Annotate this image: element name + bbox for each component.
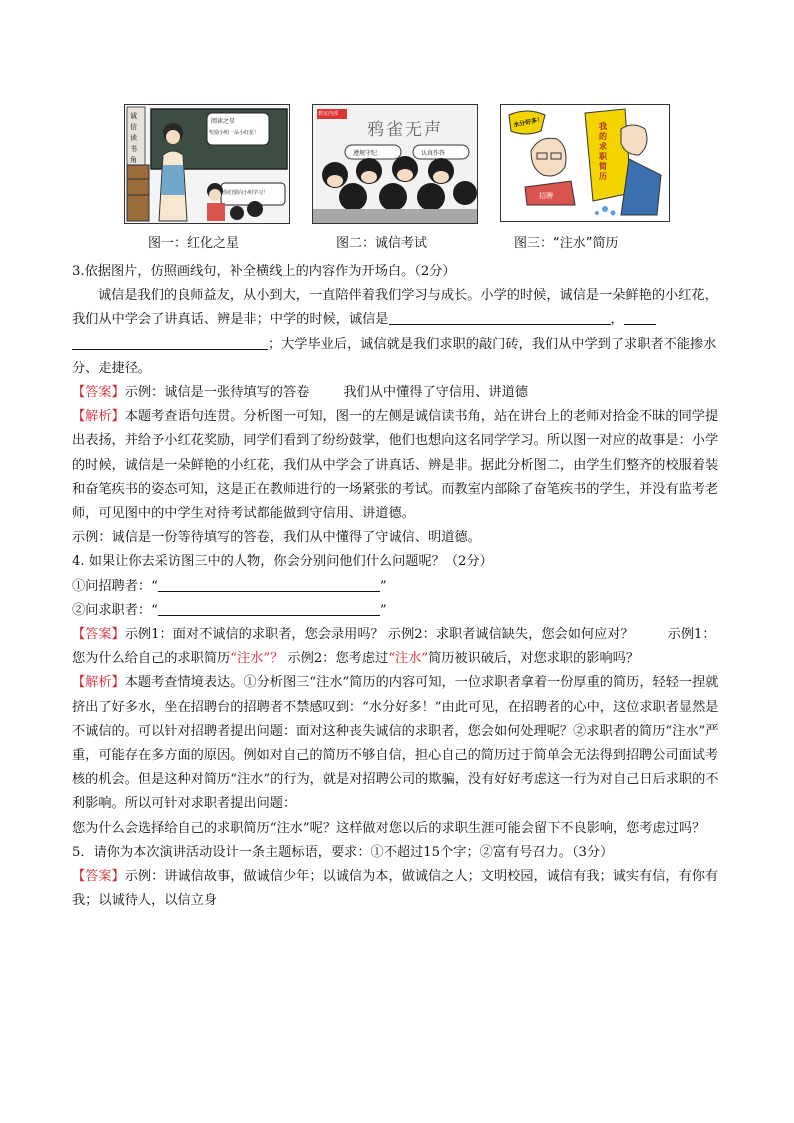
line-2-label: ②问求职者： <box>72 602 152 618</box>
question-4-title: 4. 如果让你去采访图三中的人物，你会分别问他们什么问题呢？（2分） <box>72 554 493 570</box>
question-4-line-2 <box>72 599 724 623</box>
fill-blank-1[interactable] <box>389 310 611 325</box>
line-1-label: ①问招聘者： <box>72 578 152 594</box>
figure-3-image <box>500 104 670 222</box>
close-quote: ” <box>379 602 387 618</box>
question-3-example: 示例：诚信是一份等待填写的答卷，我们从中懂得了守诚信、明道德。 <box>72 530 481 546</box>
board-bottom-text: 奖励小明一朵小红花！ <box>209 130 260 136</box>
question-3-analysis <box>72 405 724 526</box>
answer-b: 我们从中懂得了守信用、讲道德 <box>343 385 528 401</box>
fill-blank-2b[interactable] <box>72 335 268 350</box>
desk-sign-text: 招聘 <box>539 192 553 200</box>
question-3-title: 3.依据图片，仿照画线句，补全横线上的内容作为开场白。（2分） <box>72 264 456 279</box>
figure-2 <box>312 104 478 251</box>
answer-tag: 【答案】 <box>72 385 125 401</box>
answer-tag: 【答案】 <box>72 869 125 885</box>
document-body <box>72 260 724 913</box>
figure-2-caption: 图二：诚信考试 <box>336 236 428 251</box>
answer-2: 示例1：您为什么给自己的求职简历 <box>72 627 716 667</box>
classroom-sign: 教室内部 <box>318 111 339 117</box>
question-5-title: 5．请你为本次演讲活动设计一条主题标语，要求：①不超过15个字；②富有号召力。（3分） <box>72 844 614 860</box>
figure-1 <box>124 104 290 251</box>
answer-3: 示例2：您考虑过 <box>287 651 389 667</box>
question-5-answer <box>72 865 724 913</box>
figure-2-image <box>312 104 478 224</box>
question-3-passage <box>72 284 724 381</box>
figure-1-caption: 图一：红化之星 <box>148 236 240 251</box>
answer-text: 示例：讲诚信故事，做诚信少年；以诚信为本，做诚信之人；文明校园，诚信有我；诚实有信，有你有我；以诚待人，以信立身 <box>72 869 719 909</box>
analysis-tag: 【解析】 <box>72 675 125 691</box>
answer-1: 示例1：面对不诚信的求职者，您会录用吗？ 示例2：求职者诚信缺失，您会如何应对？ <box>124 627 634 643</box>
answer-blank-1[interactable] <box>158 577 380 592</box>
teacher-speech-text: 你们要向小明学习！ <box>223 190 269 196</box>
classroom-illustration <box>125 105 289 223</box>
analysis-text-1: 本题考查情境表达。①分析图三“注水”简历的内容可知，一位求职者拿着一份厚重的简历，轻轻一捏就挤出了好多水，坐在招聘台的招聘者不禁感叹到：“水分好多！”由此可见，在招聘者的心中，这位求职者显然是不诚信的。可以针对招聘者提出问题：面对这种丧失诚信的求职者，您会如何处理呢？②求职者的简历“注水”严重，可能存在多方面的原因。例如对自己的简历不够自信，担心自己的简历过于简单会无法得到招聘公司面试考核的机会。但是这种对简历“注水”的行为，就是对招聘公司的欺骗，没有好好考虑这一行为对自己日后求职的不利影响。所以可针对求职者提出问题： <box>72 675 719 812</box>
answer-3-highlight: “注水” <box>388 651 429 667</box>
answer-a: 示例：诚信是一张待填写的答卷 <box>124 385 310 401</box>
passage-part-a: 诚信是我们的良师益友，从小到大，一直陪伴着我们学习与成长。小学的时候，诚信是一朵鲜艳的小红花，我们从中学会了讲真话、辨是非；中学的时候，诚信是 <box>72 288 718 328</box>
answer-blank-2[interactable] <box>158 601 380 616</box>
board-top-text: 阅读之星 <box>211 118 236 125</box>
tag-left: 遵规守纪 <box>353 150 378 157</box>
passage-part-b: ；大学毕业后，诚信就是我们求职的敲门砖，我们从中学到了求职者不能掺水分、走捷径。 <box>72 336 717 376</box>
question-4-analysis-2: 您为什么会选择给自己的求职简历“注水”呢？这样做对您以后的求职生涯可能会留下不良影响，您考虑过吗？ <box>72 820 706 836</box>
question-4-analysis <box>72 671 724 816</box>
figure-1-image <box>124 104 290 224</box>
analysis-tag: 【解析】 <box>72 409 125 425</box>
question-3-answer <box>72 381 724 405</box>
open-quote: “ <box>151 602 158 618</box>
answer-tag: 【答案】 <box>72 627 125 643</box>
silent-title: 鸦雀无声 <box>367 120 443 140</box>
passage-comma: ， <box>610 312 624 328</box>
question-4-line-1 <box>72 575 724 599</box>
open-quote: “ <box>151 578 158 594</box>
close-quote: ” <box>379 578 387 594</box>
answer-2-highlight: “注水”？ <box>230 651 284 667</box>
figure-3 <box>500 104 670 251</box>
fill-blank-2a[interactable] <box>624 310 656 325</box>
figures-row <box>0 104 794 254</box>
tag-right: 认真作答 <box>421 150 446 157</box>
analysis-text: 本题考查语句连贯。分析图一可知，图一的左侧是诚信读书角，站在讲台上的老师对拾金不昧的同学提出表扬，并给予小红花奖励，同学们看到了纷纷鼓掌，他们也想向这名同学学习。所以图一对应的故事是：小学的时候，诚信是一朵鲜艳的小红花，我们从中学会了讲真话、辨是非。据此分析图二，由学生们整齐的校服着装和奋笔疾书的姿态可知，这是正在教师进行的一场紧张的考试。而教室内部除了奋笔疾书的学生，并没有监考老师，可见图中的中学生对待考试都能做到守信用、讲道德。 <box>72 409 719 522</box>
speech-bubble-text: 水分好多！ <box>512 115 544 130</box>
answer-4: 简历被识破后，对您求职的影响吗？ <box>428 651 640 667</box>
resume-text: 我的求职简历 <box>599 121 607 181</box>
question-4-answer <box>72 623 724 671</box>
board-side-text: 诚信读书角 <box>130 112 137 164</box>
figure-3-caption: 图三：“注水”简历 <box>514 236 619 251</box>
